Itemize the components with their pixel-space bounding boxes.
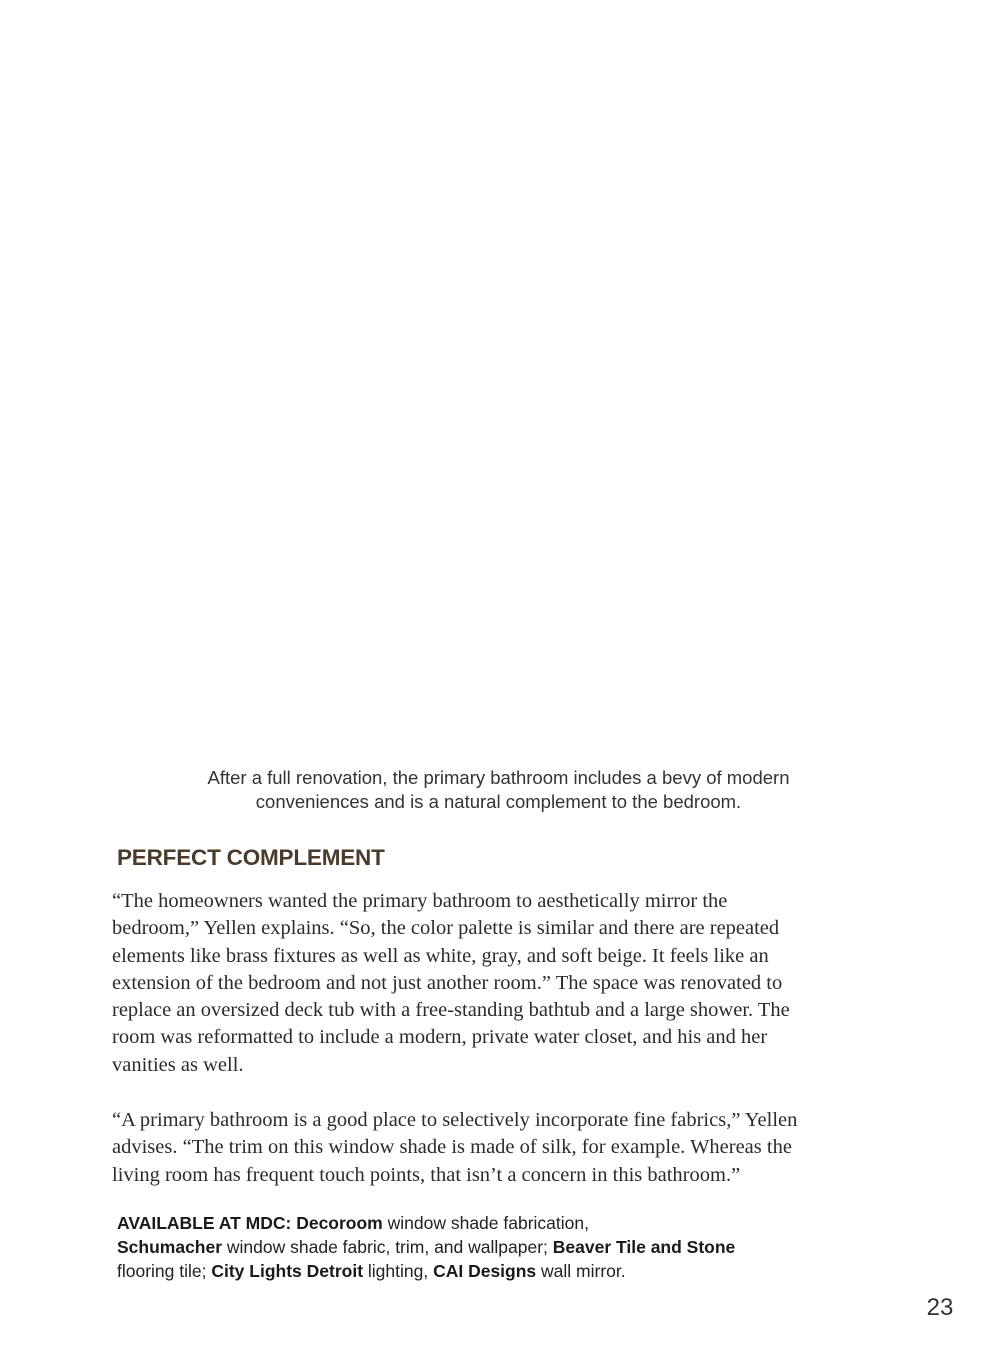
text-line: “A primary bathroom is a good place to selectively incorporate fine fabrics,” Yellen (112, 1109, 798, 1131)
text-line: vanities as well. (112, 1053, 244, 1076)
brand-name: Decoroom (296, 1213, 383, 1233)
brand-description: lighting, (363, 1261, 434, 1281)
credits-line (117, 1259, 837, 1283)
caption-line: conveniences and is a natural complement to the bedroom. (255, 791, 742, 812)
credits-label: AVAILABLE AT MDC: (117, 1213, 292, 1233)
credits-line (117, 1211, 837, 1235)
brand-description: flooring tile; (117, 1261, 212, 1281)
brand-name: CAI Designs (433, 1261, 537, 1281)
text-line: bedroom,” Yellen explains. “So, the color palette is similar and there are repeated (112, 917, 780, 940)
text-line: replace an oversized deck tub with a free-standing bathtub and a large shower. The (112, 999, 790, 1022)
section-heading: PERFECT COMPLEMENT (117, 845, 385, 870)
credits-line (117, 1235, 837, 1259)
photo-caption (140, 766, 857, 814)
brand-name: Schumacher (117, 1237, 223, 1257)
caption-line: After a full renovation, the primary bathroom includes a bevy of modern (207, 767, 790, 788)
source-credits (117, 1211, 837, 1283)
text-line: “The homeowners wanted the primary bathroom to aesthetically mirror the (112, 890, 728, 912)
text-line: living room has frequent touch points, that isn’t a concern in this bathroom.” (112, 1163, 741, 1186)
text-line: advises. “The trim on this window shade is made of silk, for example. Whereas the (112, 1136, 792, 1159)
brand-description: window shade fabric, trim, and wallpaper; (222, 1237, 553, 1257)
brand-description: window shade fabrication, (382, 1213, 589, 1233)
brand-description: wall mirror. (536, 1261, 626, 1281)
body-paragraph (112, 1107, 887, 1189)
body-paragraph (112, 888, 887, 1079)
brand-name: City Lights Detroit (211, 1261, 364, 1281)
brand-name: Beaver Tile and Stone (552, 1237, 736, 1257)
text-line: extension of the bedroom and not just another room.” The space was renovated to (112, 971, 783, 994)
text-line: room was reformatted to include a modern, private water closet, and his and her (112, 1026, 768, 1049)
text-line: elements like brass fixtures as well as white, gray, and soft beige. It feels like an (112, 944, 769, 967)
page-number: 23 (926, 1294, 954, 1321)
